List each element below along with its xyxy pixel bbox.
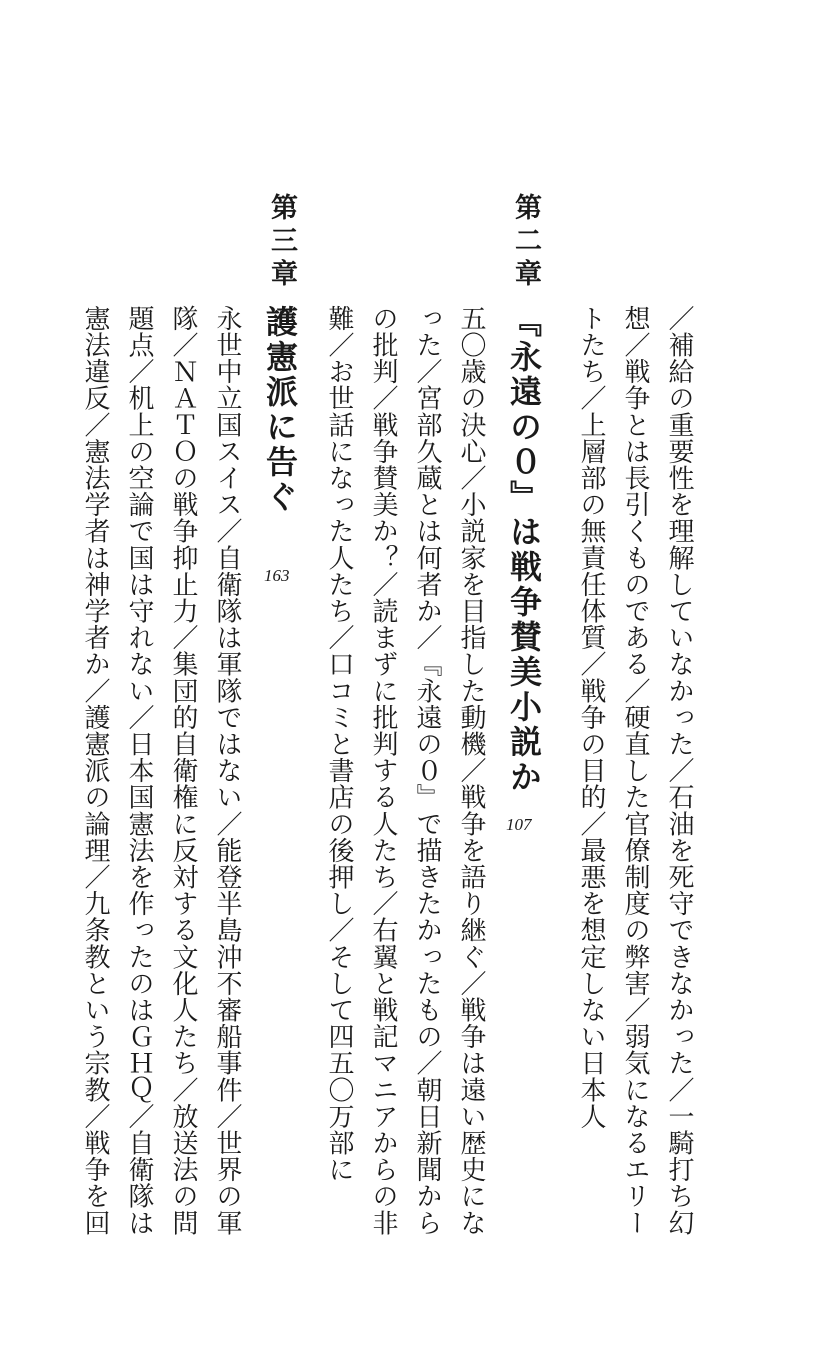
chapter-2-label: 第二章: [510, 193, 541, 292]
toc-line: った／宮部久蔵とは何者か／『永遠の０』で描きたかったもの／朝日新聞から: [412, 305, 442, 1236]
toc-line: 隊／ＮＡＴＯの戦争抑止力／集団的自衛権に反対する文化人たち／放送法の問: [168, 305, 198, 1236]
toc-line: 難／お世話になった人たち／口コミと書店の後押し／そして四五〇万部に: [324, 305, 354, 1183]
toc-line: トたち／上層部の無責任体質／戦争の目的／最悪を想定しない日本人: [576, 305, 606, 1130]
chapter-2-title: 『永遠の０』は戦争賛美小説か: [505, 305, 543, 795]
toc-line: 憲法違反／憲法学者は神学者か／護憲派の論理／九条教という宗教／戦争を回: [80, 305, 110, 1236]
chapter-3-title: 護憲派に告ぐ: [261, 305, 299, 515]
toc-line: 想／戦争とは長引くものである／硬直した官僚制度の弊害／弱気になるエリー: [620, 305, 650, 1236]
toc-line: ／補給の重要性を理解していなかった／石油を死守できなかった／一騎打ち幻: [664, 305, 694, 1236]
toc-line: 題点／机上の空論で国は守れない／日本国憲法を作ったのはＧＨＱ／自衛隊は: [124, 305, 154, 1236]
chapter-2-page-number: 107: [506, 815, 532, 834]
toc-line: 永世中立国スイス／自衛隊は軍隊ではない／能登半島沖不審船事件／世界の軍: [212, 305, 242, 1236]
chapter-3-label: 第三章: [266, 193, 297, 292]
toc-line: の批判／戦争賛美か？／読まずに批判する人たち／右翼と戦記マニアからの非: [368, 305, 398, 1236]
chapter-3-page-number: 163: [264, 566, 290, 585]
toc-line: 五〇歳の決心／小説家を目指した動機／戦争を語り継ぐ／戦争は遠い歴史にな: [456, 305, 486, 1236]
